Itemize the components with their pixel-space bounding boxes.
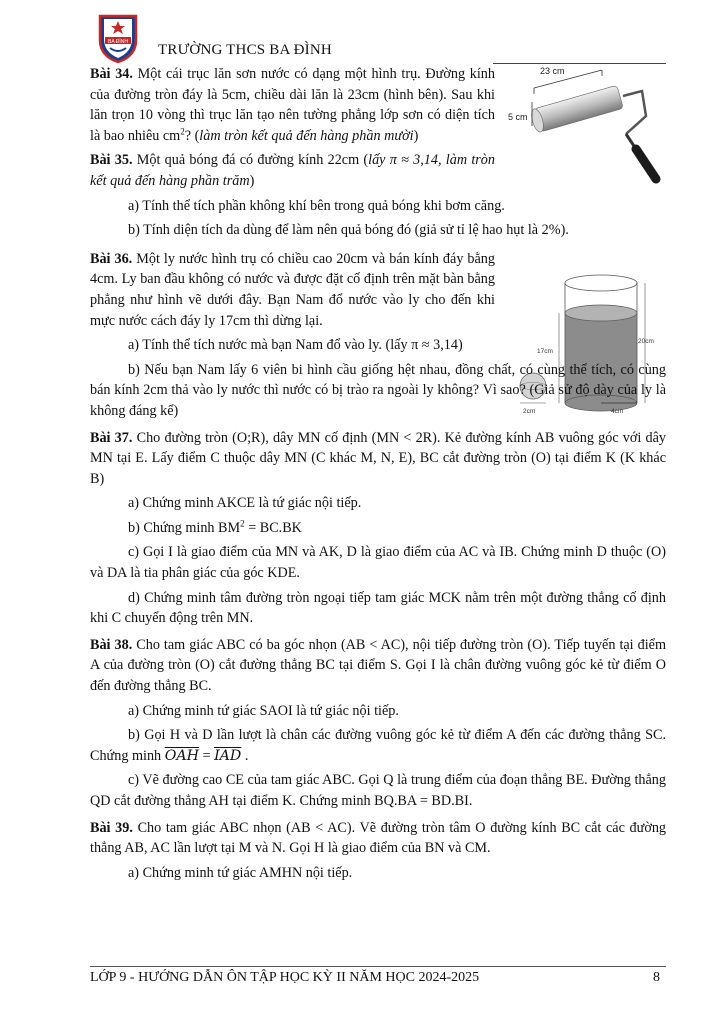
- problem-35-text: Một quả bóng đá có đường kính 22cm (: [136, 152, 369, 169]
- problem-38-b-eq: =: [198, 747, 215, 764]
- problem-37-b-pre: b) Chứng minh BM: [128, 519, 241, 536]
- problem-36-part-a: a) Tính thể tích nước mà bạn Nam đổ vào ly. (lấy π ≈ 3,14): [128, 337, 463, 354]
- problem-34-q: ? (: [184, 127, 200, 144]
- problem-39: [90, 818, 666, 859]
- page-footer: [90, 970, 666, 986]
- problem-37-b-post: = BC.BK: [244, 519, 302, 536]
- problem-37-part-c: c) Gọi I là giao điểm của MN và AK, D là giao điểm của AC và IB. Chứng minh D thuộc (O) và DA là tia phân giác của góc KDE.: [90, 544, 666, 582]
- glass-radius-label: 4cm: [611, 408, 624, 415]
- main-content: [90, 64, 666, 883]
- angle-iad: $\overline{IAD}$: [214, 747, 242, 764]
- roller-diameter-label: 5 cm: [508, 112, 528, 122]
- problem-36: [90, 249, 495, 331]
- problem-38-part-b: [90, 725, 666, 766]
- ball-radius-label: 2cm: [523, 408, 536, 415]
- school-name: TRƯỜNG THCS BA ĐÌNH: [158, 42, 332, 58]
- problem-38-part-a: a) Chứng minh tứ giác SAOI là tứ giác nội tiếp.: [128, 702, 399, 719]
- problem-39-label: Bài 39.: [90, 819, 133, 836]
- problem-35-label: Bài 35.: [90, 152, 133, 169]
- problem-37: [90, 428, 666, 490]
- school-logo: [96, 10, 140, 64]
- problem-37-text: Cho đường tròn (O;R), dây MN cố định (MN < 2R). Kẻ đường kính AB vuông góc với dây MN tại E. Lấy điểm C thuộc dây MN (C khác M, N, E), BC cắt đường tròn (O) tại điểm K (K khác B): [90, 429, 667, 487]
- angle-oah: $\overline{OAH}$: [164, 747, 199, 764]
- page-number: 8: [653, 970, 660, 985]
- problem-35-part-a: a) Tính thể tích phần không khí bên trong quả bóng khi bơm căng.: [128, 197, 505, 214]
- problem-38-b-end: .: [241, 747, 249, 764]
- problem-36-label: Bài 36.: [90, 250, 133, 267]
- problem-34-label: Bài 34.: [90, 66, 133, 82]
- problem-37-part-b: [90, 518, 666, 539]
- footer-divider: [90, 966, 666, 967]
- problem-37-part-a: a) Chứng minh AKCE là tứ giác nội tiếp.: [128, 495, 362, 512]
- problem-34-sup: 2: [180, 126, 185, 137]
- problem-34: [90, 64, 495, 146]
- problem-35-note: lấy π ≈ 3,14, làm tròn kết quả đến hàng phần trăm: [90, 152, 495, 189]
- problem-34-close: ): [413, 127, 419, 144]
- problem-37-b-sup: 2: [240, 518, 245, 529]
- problem-36-text: Một ly nước hình trụ có chiều cao 20cm và bán kính đáy bằng 4cm. Ly ban đầu không có nước và được đặt cố định trên mặt bàn bằng phẳng như hình vẽ dưới đây. Bạn Nam đổ nước vào ly cho đến khi mực nước cách đáy ly 17cm thì dừng lại.: [90, 250, 495, 329]
- problem-35: [90, 150, 495, 191]
- problem-38-label: Bài 38.: [90, 636, 133, 653]
- water-level-label: 17cm: [537, 348, 553, 355]
- problem-37-part-d: d) Chứng minh tâm đường tròn ngoại tiếp tam giác MCK nằm trên một đường thẳng cố định khi C chuyển động trên MN.: [90, 589, 666, 627]
- problem-34-note: làm tròn kết quả đến hàng phần mười: [199, 127, 414, 144]
- glass-height-label: 20cm: [638, 338, 654, 345]
- roller-length-label: 23 cm: [540, 66, 565, 76]
- problem-35-part-b: b) Tính diện tích da dùng để làm nên quả bóng đó (giả sử tỉ lệ hao hụt là 2%).: [128, 222, 569, 239]
- problem-34-text: Một cái trục lăn sơn nước có dạng một hình trụ. Đường kính của đường tròn đáy là 5cm, chiều dài lăn là 23cm (hình bên). Sau khi lăn trọn 10 vòng thì trục lăn tạo nên tường phẳng lớp sơn có diện tích là bao nhiêu cm: [90, 66, 495, 144]
- problem-35-close: ): [249, 172, 255, 189]
- problem-39-part-a: a) Chứng minh tứ giác AMHN nội tiếp.: [128, 864, 353, 881]
- problem-38-b-pre: b) Gọi H và D lần lượt là chân các đường vuông góc kẻ từ điểm A đến các đường thẳng SC. Chứng minh: [90, 727, 666, 764]
- footer-text: LỚP 9 - HƯỚNG DẪN ÔN TẬP HỌC KỲ II NĂM HỌC 2024-2025: [90, 970, 480, 985]
- problem-36-part-b: b) Nếu bạn Nam lấy 6 viên bi hình cầu giống hệt nhau, đồng chất, có cùng thể tích, có cùng bán kính 2cm thả vào ly nước thì nước có bị trào ra ngoài ly không? Vì sao? (Giả sử độ dày của ly là không đáng kể): [90, 361, 666, 419]
- problem-38-text: Cho tam giác ABC có ba góc nhọn (AB < AC), nội tiếp đường tròn (O). Tiếp tuyến tại điểm A của đường tròn (O) cắt đường thẳng BC tại điểm S. Gọi I là chân đường vuông góc kẻ từ điểm O đến đường thẳng BC.: [90, 636, 667, 695]
- problem-39-text: Cho tam giác ABC nhọn (AB < AC). Vẽ đường tròn tâm O đường kính BC cắt các đường thẳng AB, AC lần lượt tại M và N. Gọi H là giao điểm của BN và CM.: [90, 819, 667, 857]
- svg-text:BA ĐÌNH: BA ĐÌNH: [107, 39, 129, 45]
- problem-37-label: Bài 37.: [90, 429, 133, 446]
- problem-38-part-c: c) Vẽ đường cao CE của tam giác ABC. Gọi Q là trung điểm của đoạn thẳng BE. Đường thẳng QD cắt đường thẳng AH tại điểm K. Chứng minh BQ.BA = BD.BI.: [90, 772, 666, 809]
- problem-38: [90, 635, 666, 697]
